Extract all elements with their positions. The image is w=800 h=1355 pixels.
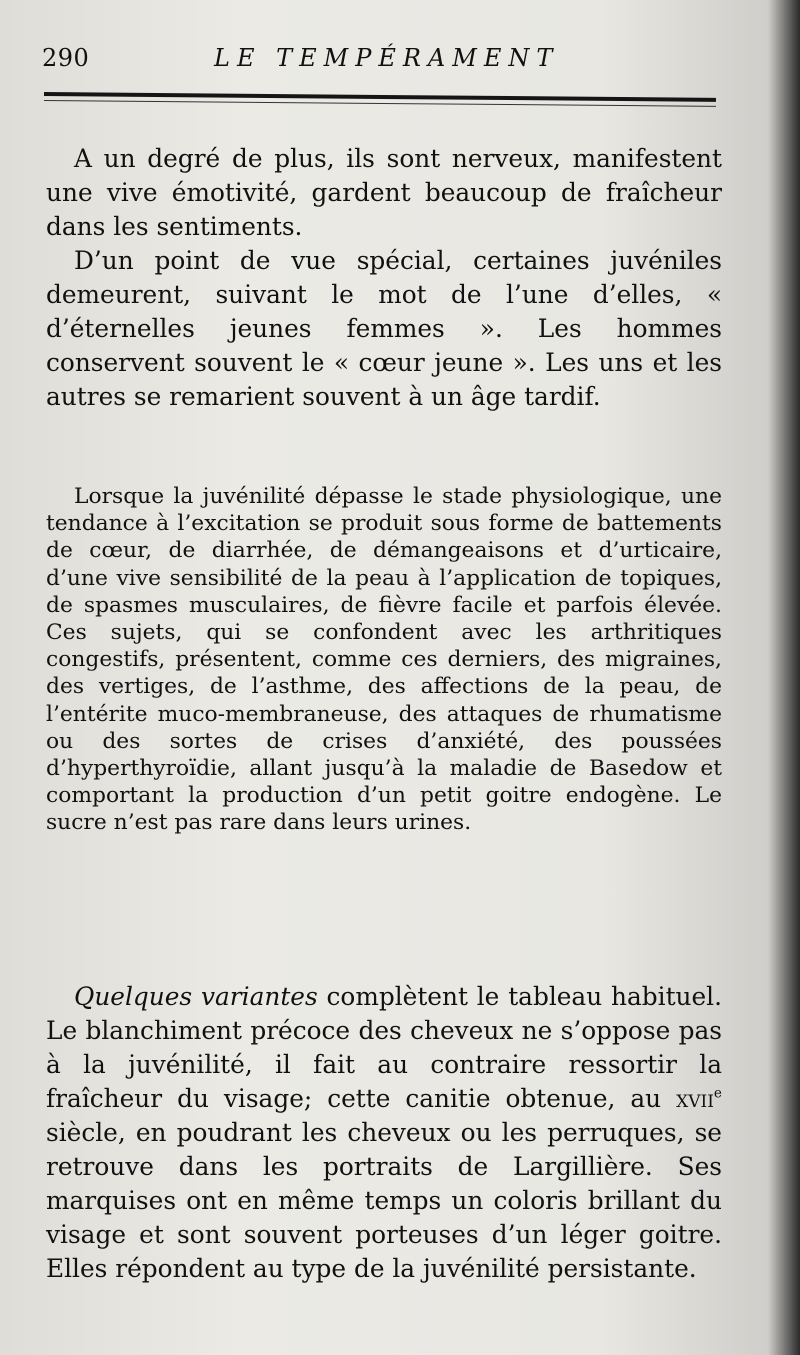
paragraph-4 bbox=[46, 980, 722, 1286]
header-rule-thin bbox=[44, 100, 716, 107]
paragraph-3: Lorsque la juvénilité dépasse le stade physiologique, une tendance à l’excitation se produit sous forme de battements de cœur, de diarrhée, de démangeaisons et d’urticaire, d’une vive sensibilité de la peau à l’application de topiques, de spasmes musculaires, de fièvre facile et parfois élevée. Ces sujets, qui se confondent avec les arthritiques congestifs, présentent, comme ces derniers, des migraines, des vertiges, de l’asthme, des affections de la peau, de l’entérite muco-membraneuse, des attaques de rhumatisme ou des sortes de crises d’anxiété, des poussées d’hyperthyroïdie, allant jusqu’à la maladie de Basedow et comportant la production d’un petit goitre endogène. Le sucre n’est pas rare dans leurs urines. bbox=[46, 484, 722, 836]
paragraph-1: A un degré de plus, ils sont nerveux, manifestent une vive émotivité, gardent beaucoup de fraîcheur dans les sentiments. bbox=[46, 144, 722, 241]
page-header bbox=[42, 40, 722, 80]
paragraph-4-text-b: siècle, en poudrant les cheveux ou les perruques, se retrouve dans les portraits de Largillière. Ses marquises ont en même temps un coloris brillant du visage et sont souvent porteuses d’un léger goitre. Elles répondent au type de la juvénilité persistante. bbox=[46, 1118, 722, 1283]
italic-lead: Quelques variantes bbox=[74, 982, 318, 1011]
running-title: LE TEMPÉRAMENT bbox=[214, 44, 560, 72]
century-numeral: xvii bbox=[676, 1084, 714, 1113]
century-superscript: e bbox=[713, 1085, 722, 1102]
paragraph-4-text-a: complètent le tableau habituel. Le blanchiment précoce des cheveux ne s’oppose pas à la juvénilité, il fait au contraire ressortir la fraîcheur du visage; cette canitie obtenue, au bbox=[46, 982, 722, 1113]
paragraph-2: D’un point de vue spécial, certaines juvéniles demeurent, suivant le mot de l’une d’elles, « d’éternelles jeunes femmes ». Les hommes conservent souvent le « cœur jeune ». Les uns et les autres se remarient souvent à un âge tardif. bbox=[46, 246, 722, 411]
page-number: 290 bbox=[42, 44, 90, 72]
